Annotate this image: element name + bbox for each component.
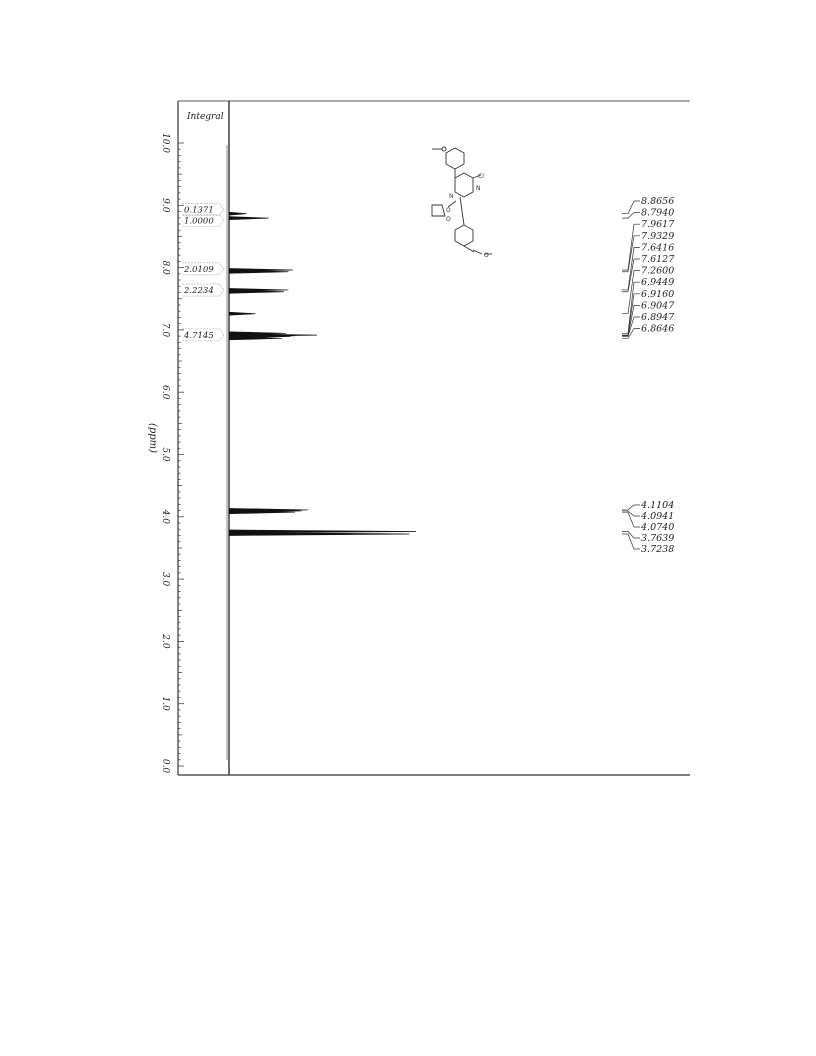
- y-tick-label: 9.0: [160, 198, 170, 213]
- peak-label: 7.9617: [641, 219, 675, 231]
- integral-value: 2.2234: [184, 286, 214, 297]
- integral-value: 2.0109: [184, 264, 214, 275]
- spectrum-peak: [229, 533, 409, 536]
- integral-value: 4.7145: [184, 330, 214, 341]
- y-tick-label: 3.0: [160, 571, 170, 587]
- svg-text:O: O: [484, 252, 489, 259]
- spectrum-peak: [229, 217, 269, 220]
- svg-text:O: O: [446, 207, 451, 214]
- spectrum-peak: [229, 337, 282, 340]
- peak-label-leader: [622, 259, 640, 292]
- svg-text:N: N: [449, 193, 454, 200]
- peak-label: 6.9449: [641, 277, 675, 289]
- peak-label: 4.0740: [641, 522, 675, 533]
- molecule-atoms: [446, 173, 489, 259]
- peak-label: 4.0941: [641, 511, 675, 522]
- peak-label-leader: [622, 511, 640, 516]
- svg-text:Cl: Cl: [478, 173, 484, 180]
- y-tick-label: 1.0: [160, 696, 170, 711]
- y-axis-label: (ppm): [147, 422, 158, 454]
- peak-label: 7.9329: [641, 230, 675, 242]
- integral-value: 1.0000: [184, 216, 214, 227]
- peak-label-leader: [622, 532, 640, 538]
- spectrum-peak: [229, 212, 247, 215]
- spectrum-peak: [229, 290, 284, 293]
- svg-text:O: O: [446, 216, 451, 223]
- spectrum-peak: [229, 270, 288, 273]
- y-tick-label: 8.0: [160, 260, 170, 275]
- peak-label-leader: [622, 201, 640, 214]
- peak-label: 3.7238: [641, 544, 675, 555]
- peak-label: 6.9160: [641, 288, 675, 300]
- peak-label-leader: [622, 505, 640, 510]
- y-tick-label: 10.0: [160, 132, 170, 154]
- peak-label: 3.7639: [641, 533, 675, 544]
- y-tick-label: 0.0: [160, 758, 170, 774]
- peak-label: 8.8656: [641, 196, 675, 207]
- y-tick-label: 6.0: [160, 385, 170, 400]
- molecule-structure: [432, 147, 492, 254]
- y-tick-label: 4.0: [160, 509, 170, 524]
- peak-label-leader: [622, 512, 640, 527]
- peak-label: 7.2600: [641, 265, 675, 277]
- peak-label: 6.9047: [641, 300, 675, 312]
- peak-label: 7.6416: [641, 242, 675, 254]
- peak-label: 4.1104: [641, 500, 675, 511]
- integral-header: Integral: [187, 112, 224, 122]
- y-tick-label: 5.0: [160, 447, 170, 462]
- peak-label: 6.8646: [641, 323, 675, 335]
- integral-value: 0.1371: [184, 205, 214, 216]
- peak-label: 7.6127: [641, 254, 675, 265]
- peak-label-leader: [622, 534, 640, 549]
- peak-label: 6.8947: [641, 312, 675, 323]
- peak-label: 8.7940: [641, 207, 675, 219]
- y-tick-label: 7.0: [160, 322, 170, 338]
- spectrum-peak: [229, 312, 255, 315]
- y-tick-label: 2.0: [160, 634, 170, 649]
- svg-text:N: N: [476, 185, 481, 192]
